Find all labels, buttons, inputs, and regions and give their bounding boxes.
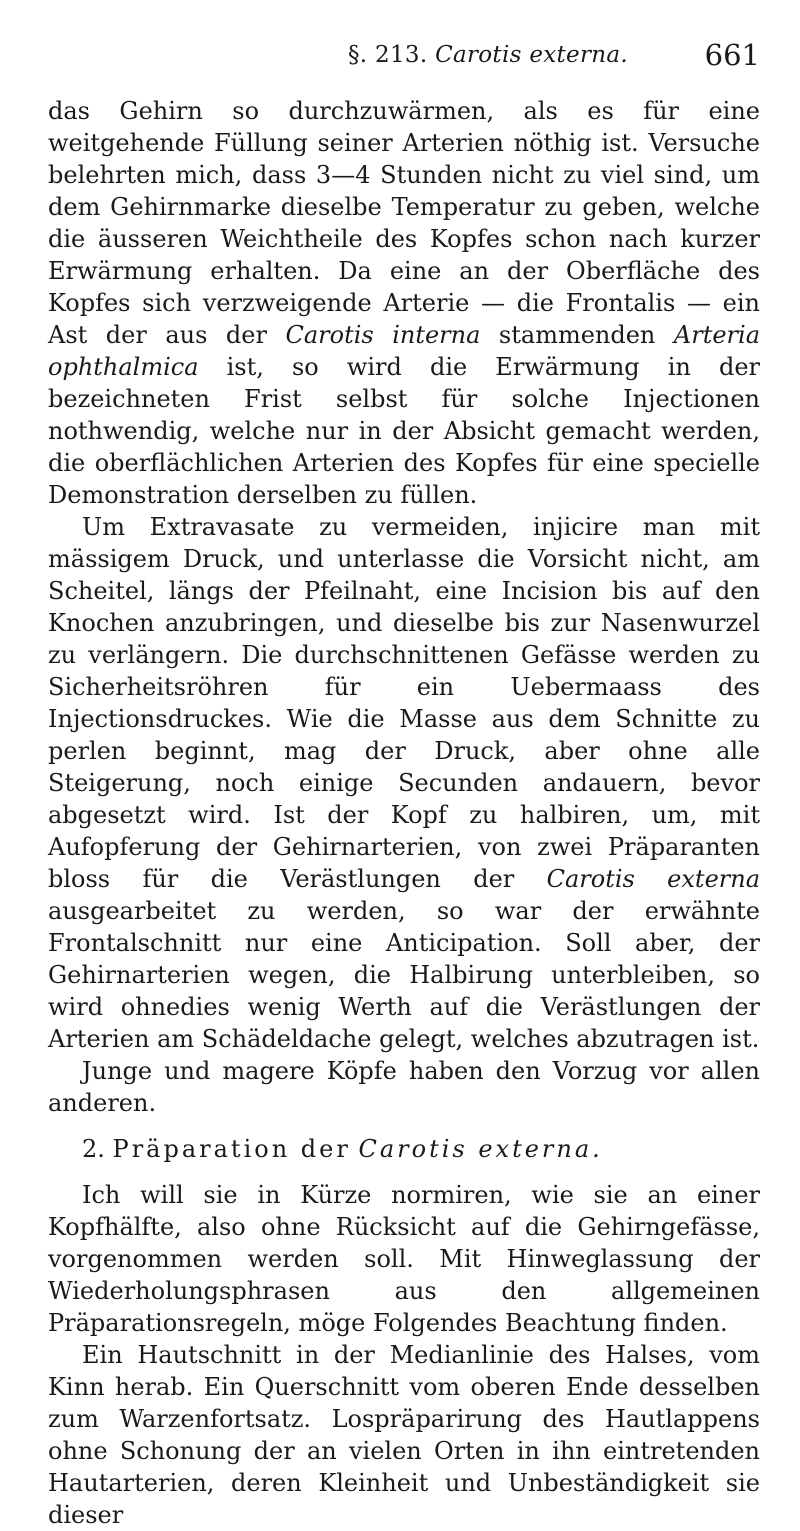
section-heading-title: Carotis externa. [358,1135,603,1163]
paragraph-4 [48,1179,760,1339]
text-run: Ein Hautschnitt in der Medianlinie des Halses, vom Kinn herab. Ein Querschnitt vom oberen Ende desselben zum Warzenfortsatz. Lospräparirung des Hautlappens ohne Schonung der an vielen Orten in ihn eintretenden Hautarterien, deren Kleinheit und Unbeständigkeit sie dieser [48,1341,760,1529]
page-number: 661 [704,38,760,72]
section-heading-number: 2. [82,1135,105,1163]
paragraph-1 [48,95,760,511]
running-head [48,34,760,78]
section-number: §. 213. [348,42,428,68]
paragraph-5 [48,1339,760,1531]
running-head-title [348,42,628,68]
text-run: ist, so wird die Erwärmung in der bezeichneten Frist selbst für solche Injectionen nothwendig, welche nur in der Absicht gemacht werden, die oberflächlichen Arterien des Kopfes für eine specielle Demonstration derselben zu füllen. [48,353,760,509]
italic-run: Carotis externa [546,865,761,893]
body-text [48,95,760,1531]
text-run: Junge und magere Köpfe haben den Vorzug vor allen anderen. [48,1057,760,1117]
section-heading [48,1133,760,1165]
text-run: ausgearbeitet zu werden, so war der erwähnte Frontalschnitt nur eine Anticipation. Soll aber, der Gehirnarterien wegen, die Halbirung unterbleiben, so wird ohnedies wenig Werth auf die Verästlungen der Arterien am Schädeldache gelegt, welches abzutragen ist. [48,897,760,1053]
italic-run: Arteria ophthalmica [48,321,761,381]
paragraph-3 [48,1055,760,1119]
chapter-title: Carotis externa. [435,42,628,68]
text-run: stammenden [480,321,674,349]
italic-run: Carotis interna [285,321,481,349]
text-run: Um Extravasate zu vermeiden, injicire man mit mässigem Druck, und unterlasse die Vorsicht nicht, am Scheitel, längs der Pfeilnaht, eine Incision bis auf den Knochen anzubringen, und dieselbe bis zur Nasenwurzel zu verlängern. Die durchschnittenen Gefässe werden zu Sicherheitsröhren für ein Uebermaass des Injectionsdruckes. Wie die Masse aus dem Schnitte zu perlen beginnt, mag der Druck, aber ohne alle Steigerung, noch einige Secunden andauern, bevor abgesetzt wird. Ist der Kopf zu halbiren, um, mit Aufopferung der Gehirnarterien, von zwei Präparanten bloss für die Verästlungen der [48,513,760,893]
book-page [48,0,761,1529]
paragraph-2 [48,511,760,1055]
text-run: Ich will sie in Kürze normiren, wie sie an einer Kopfhälfte, also ohne Rücksicht auf die Gehirngefässe, vorgenommen werden soll. Mit Hinweglassung der Wiederholungsphrasen aus den allgemeinen Präparationsregeln, möge Folgendes Beachtung finden. [48,1181,760,1337]
text-run: das Gehirn so durchzuwärmen, als es für eine weitgehende Füllung seiner Arterien nöthig ist. Versuche belehrten mich, dass 3—4 Stunden nicht zu viel sind, um dem Gehirnmarke dieselbe Temperatur zu geben, welche die äusseren Weichtheile des Kopfes schon nach kurzer Erwärmung erhalten. Da eine an der Oberfläche des Kopfes sich verzweigende Arterie — die Frontalis — ein Ast der aus der [48,97,760,349]
section-heading-label: Präparation der [112,1135,351,1163]
